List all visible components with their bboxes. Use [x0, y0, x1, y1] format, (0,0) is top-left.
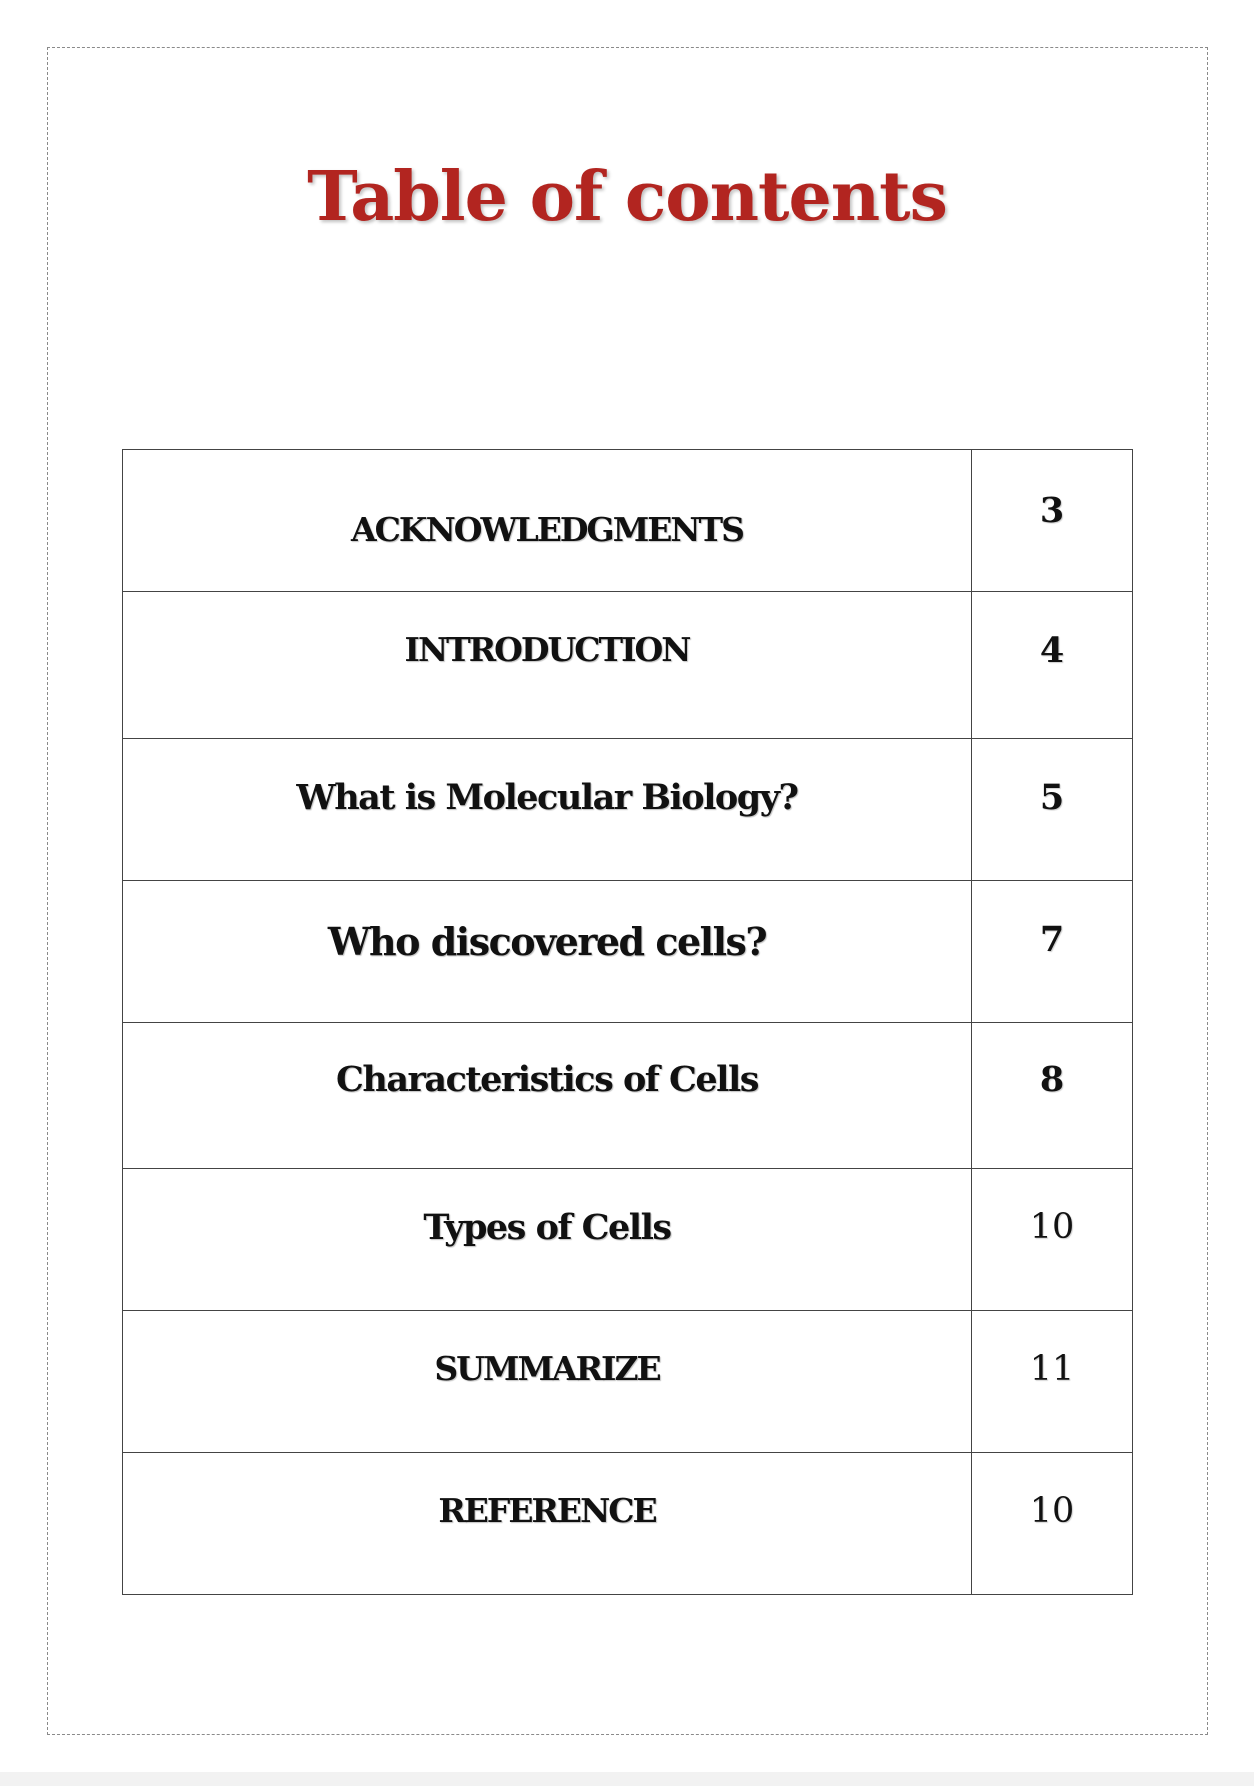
toc-entry-label: ACKNOWLEDGMENTS: [123, 450, 972, 592]
toc-entry-label: REFERENCE: [123, 1453, 972, 1595]
toc-entry-label: Characteristics of Cells: [123, 1023, 972, 1169]
toc-entry-label: What is Molecular Biology?: [123, 739, 972, 881]
toc-page-number: 7: [972, 881, 1133, 1023]
toc-entry-label: Who discovered cells?: [123, 881, 972, 1023]
toc-page-number: 11: [972, 1311, 1133, 1453]
toc-entry-label: SUMMARIZE: [123, 1311, 972, 1453]
toc-row: [123, 739, 1133, 881]
toc-page-number: 4: [972, 592, 1133, 739]
toc-row: [123, 1023, 1133, 1169]
toc-row: [123, 450, 1133, 592]
toc-entry-label: INTRODUCTION: [123, 592, 972, 739]
toc-page-number: 5: [972, 739, 1133, 881]
toc-page-number: 3: [972, 450, 1133, 592]
toc-row: [123, 881, 1133, 1023]
toc-page-number: 10: [972, 1169, 1133, 1311]
toc-row: [123, 592, 1133, 739]
toc-row: [123, 1453, 1133, 1595]
page-title: Table of contents: [307, 157, 947, 237]
toc-entry-label: Types of Cells: [123, 1169, 972, 1311]
toc-row: [123, 1169, 1133, 1311]
toc-table: [122, 449, 1133, 1595]
toc-page-number: 10: [972, 1453, 1133, 1595]
toc-page-number: 8: [972, 1023, 1133, 1169]
toc-row: [123, 1311, 1133, 1453]
